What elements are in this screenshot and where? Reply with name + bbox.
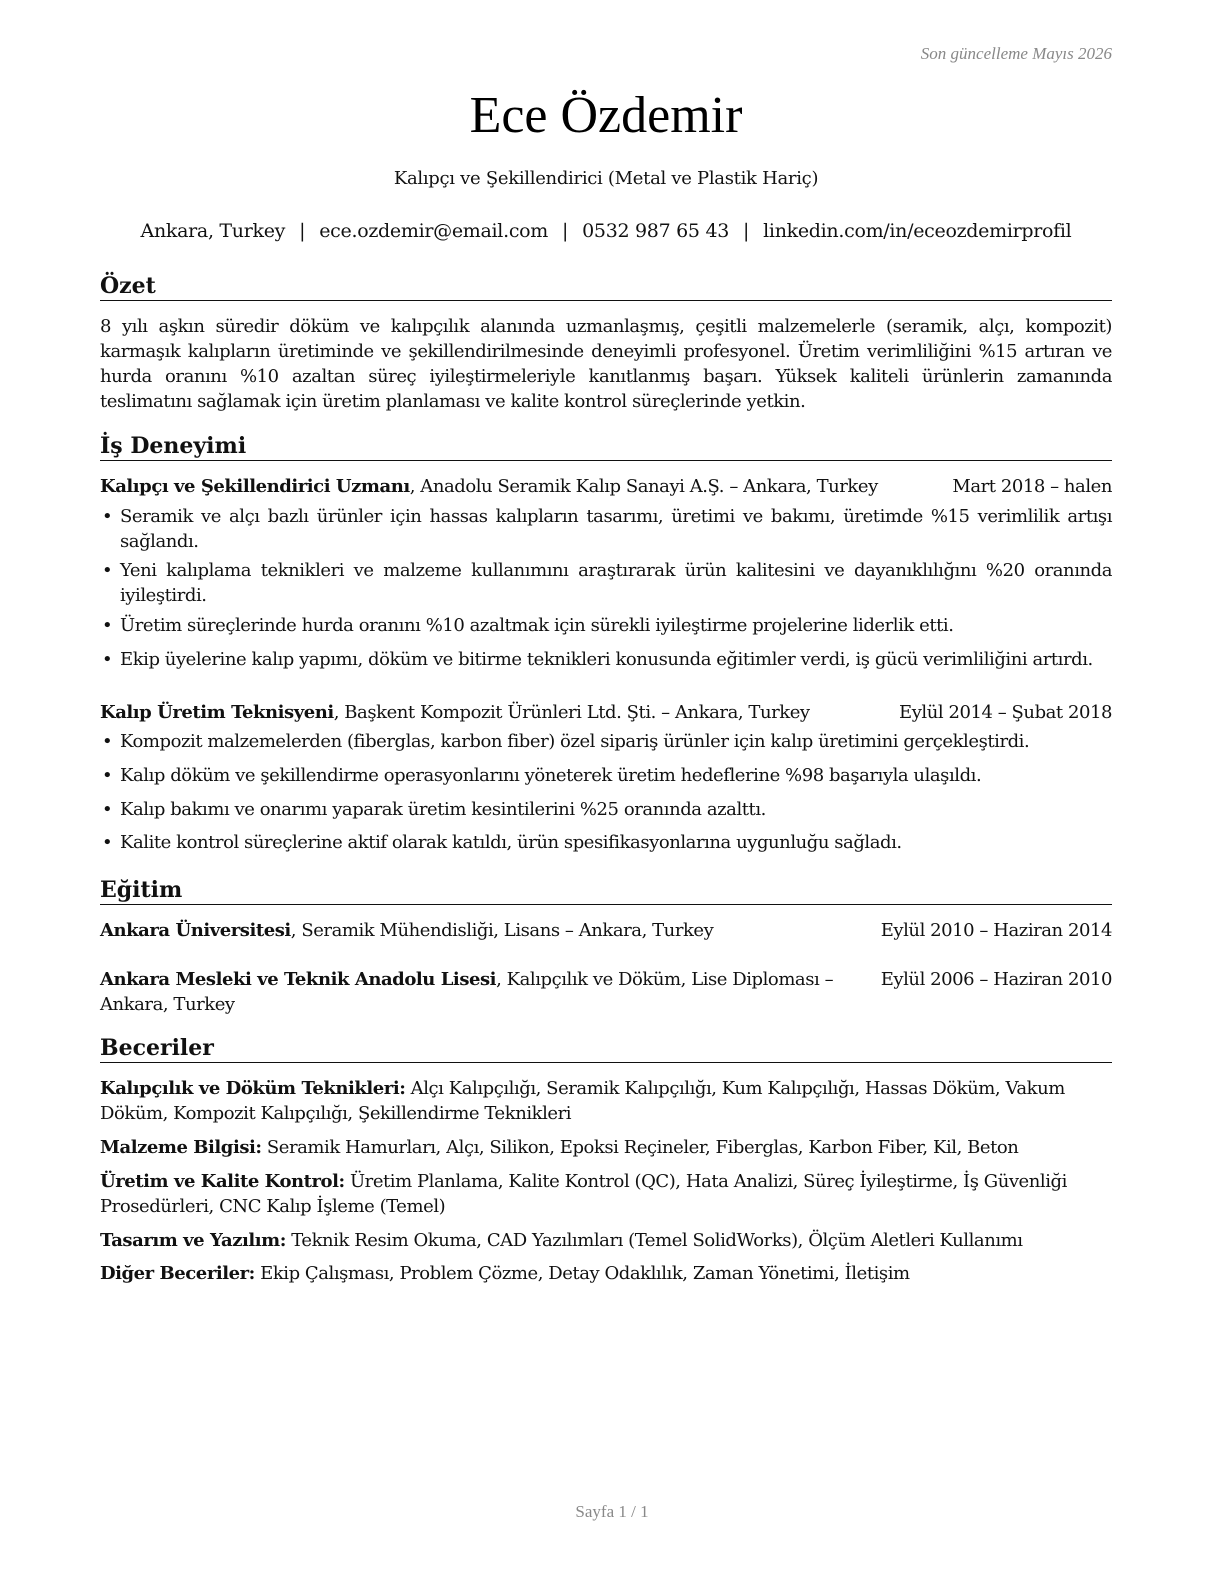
candidate-name: Ece Özdemir — [469, 87, 743, 144]
job-bullet: • Kalıp bakımı ve onarımı yaparak üretim kesintilerini %25 oranında azalttı. — [100, 797, 1112, 822]
job-bullet: • Seramik ve alçı bazlı ürünler için hassas kalıpların tasarımı, üretimi ve bakımı, üretimde %15 verimlilik artışı sağlandı. — [100, 504, 1112, 554]
job-bullet: • Üretim süreçlerinde hurda oranını %10 azaltmak için sürekli iyileştirme projelerine liderlik etti. — [100, 613, 1112, 638]
school-name: Ankara Mesleki ve Teknik Anadolu Lisesi — [100, 969, 497, 990]
contact-separator: | — [562, 220, 569, 242]
skill-value: Üretim Planlama, Kalite Kontrol (QC), Hata Analizi, Süreç İyileştirme, İş Güvenliği Prosedürleri, CNC Kalıp İşleme (Temel) — [100, 1171, 1067, 1217]
skill-row — [100, 1076, 1116, 1126]
last-updated: Son güncelleme Mayıs 2026 — [920, 44, 1112, 63]
school-detail: , Seramik Mühendisliği, Lisans – Ankara, Turkey — [290, 920, 714, 941]
contact-separator: | — [743, 220, 750, 242]
job-role: Kalıpçı ve Şekillendirici Uzmanı — [100, 476, 410, 497]
job-header — [100, 700, 1112, 725]
skill-row — [100, 1135, 1116, 1160]
skill-row — [100, 1228, 1116, 1253]
skill-label: Üretim ve Kalite Kontrol: — [100, 1171, 345, 1192]
contact-location: Ankara, Turkey — [140, 220, 286, 242]
contact-separator: | — [299, 220, 306, 242]
section-heading-summary: Özet — [100, 272, 1112, 301]
job-header — [100, 474, 1112, 499]
skill-label: Malzeme Bilgisi: — [100, 1137, 262, 1158]
job-bullet: • Kalite kontrol süreçlerine aktif olarak katıldı, ürün spesifikasyonlarına uygunluğu sağladı. — [100, 830, 1112, 855]
skill-row — [100, 1169, 1116, 1219]
skill-value: Teknik Resim Okuma, CAD Yazılımları (Temel SolidWorks), Ölçüm Aletleri Kullanımı — [285, 1230, 1023, 1251]
education-entry — [100, 967, 1112, 1017]
job-bullet: • Kompozit malzemelerden (fiberglas, karbon fiber) özel sipariş ürünler için kalıp üretimini gerçekleştirdi. — [100, 729, 1112, 754]
job-bullet: • Ekip üyelerine kalıp yapımı, döküm ve bitirme teknikleri konusunda eğitimler verdi, iş gücü verimliliğini artırdı. — [100, 647, 1112, 672]
contact-phone: 0532 987 65 43 — [582, 220, 730, 242]
education-dates: Eylül 2006 – Haziran 2010 — [877, 967, 1112, 992]
contact-linkedin[interactable]: linkedin.com/in/eceozdemirprofil — [763, 220, 1072, 242]
job-dates: Eylül 2014 – Şubat 2018 — [895, 700, 1112, 725]
page-number: Sayfa 1 / 1 — [575, 1502, 649, 1521]
job-company: , Anadolu Seramik Kalıp Sanayi A.Ş. – Ankara, Turkey — [409, 476, 878, 497]
skill-value: Seramik Hamurları, Alçı, Silikon, Epoksi Reçineler, Fiberglas, Karbon Fiber, Kil, Beton — [261, 1137, 1019, 1158]
contact-email[interactable]: ece.ozdemir@email.com — [319, 220, 549, 242]
skill-label: Diğer Beceriler: — [100, 1263, 255, 1284]
contact-line — [100, 220, 1112, 242]
job-title: Kalıpçı ve Şekillendirici (Metal ve Plastik Hariç) — [393, 168, 819, 189]
skill-label: Kalıpçılık ve Döküm Teknikleri: — [100, 1078, 406, 1099]
summary-text: 8 yılı aşkın süredir döküm ve kalıpçılık alanında uzmanlaşmış, çeşitli malzemelerle (seramik, alçı, kompozit) karmaşık kalıpların üretiminde ve şekillendirilmesinde deneyimli profesyonel. Üretim verimliliğini %15 artıran ve hurda oranını %10 azaltan süreç iyileştirmeleriyle kanıtlanmış başarı. Yüksek kaliteli ürünlerin zamanında teslimatını sağlamak için üretim planlaması ve kalite kontrol süreçlerinde yetkin. — [100, 316, 1112, 412]
education-dates: Eylül 2010 – Haziran 2014 — [877, 918, 1112, 943]
section-heading-skills: Beceriler — [100, 1034, 1112, 1063]
section-heading-education: Eğitim — [100, 876, 1112, 905]
job-role: Kalıp Üretim Teknisyeni — [100, 702, 334, 723]
skill-value: Alçı Kalıpçılığı, Seramik Kalıpçılığı, Kum Kalıpçılığı, Hassas Döküm, Vakum Döküm, Kompozit Kalıpçılığı, Şekillendirme Teknikleri — [100, 1078, 1065, 1124]
education-entry — [100, 918, 1112, 943]
school-detail: , Kalıpçılık ve Döküm, Lise Diploması – Ankara, Turkey — [100, 969, 834, 1015]
job-dates: Mart 2018 – halen — [948, 474, 1112, 499]
job-bullet: • Kalıp döküm ve şekillendirme operasyonlarını yöneterek üretim hedeflerine %98 başarıyla ulaşıldı. — [100, 763, 1112, 788]
job-company: , Başkent Kompozit Ürünleri Ltd. Şti. – Ankara, Turkey — [333, 702, 810, 723]
skill-value: Ekip Çalışması, Problem Çözme, Detay Odaklılık, Zaman Yönetimi, İletişim — [254, 1263, 910, 1284]
skill-row — [100, 1261, 1116, 1286]
job-bullet: • Yeni kalıplama teknikleri ve malzeme kullanımını araştırarak ürün kalitesini ve dayanıklılığını %20 oranında iyileştirdi. — [100, 558, 1112, 608]
school-name: Ankara Üniversitesi — [100, 920, 291, 941]
section-heading-experience: İş Deneyimi — [100, 432, 1112, 461]
skill-label: Tasarım ve Yazılım: — [100, 1230, 286, 1251]
